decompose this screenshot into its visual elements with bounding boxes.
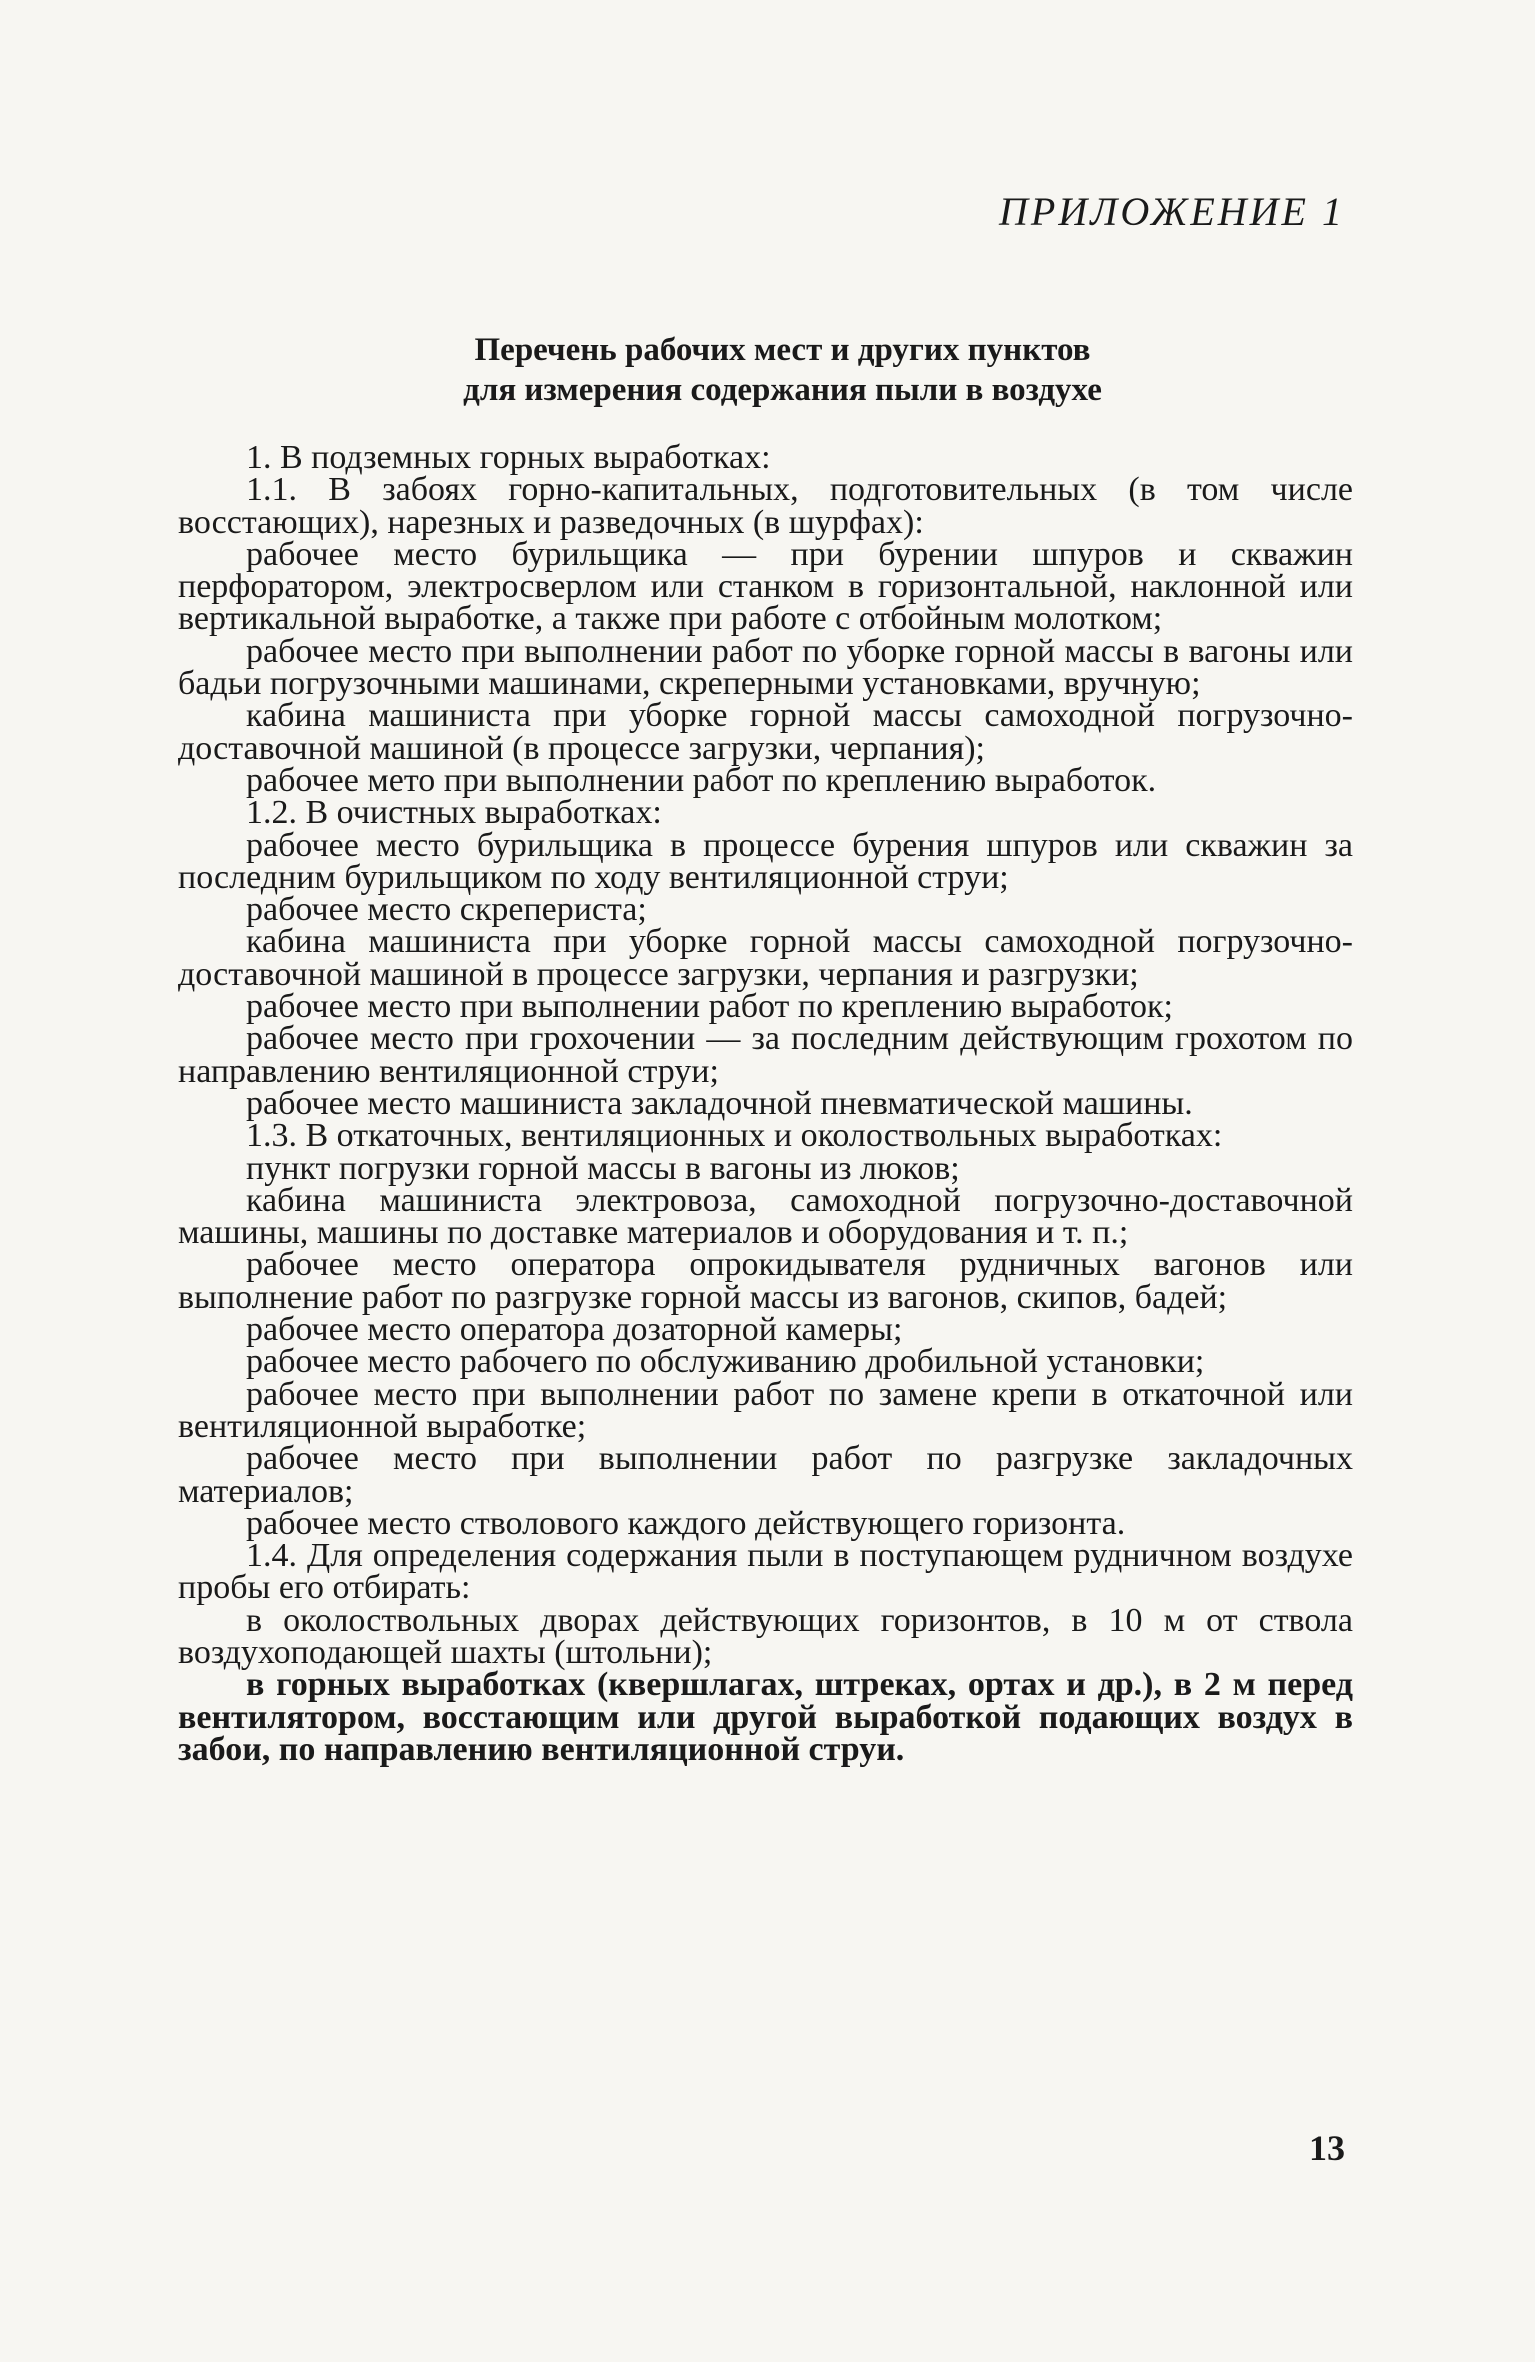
list-item: рабочее мето при выполнении работ по креплению выработок.	[246, 761, 1157, 799]
document-body	[178, 439, 1353, 1768]
list-item: рабочее место при выполнении работ по креплению выработок;	[246, 988, 1173, 1026]
page-number: 13	[1309, 2128, 1345, 2168]
list-item: рабочее место стволового каждого действующего горизонта.	[246, 1504, 1126, 1542]
title-line-2: для измерения содержания пыли в воздухе	[463, 372, 1102, 408]
list-item: рабочее место рабочего по обслуживанию дробильной установки;	[246, 1343, 1205, 1381]
list-item: рабочее место скрепериста;	[246, 891, 647, 929]
list-item: в горных выработках (квершлагах, штреках, ортах и др.), в 2 м перед вентилятором, восстающим или другой выработкой подающих воздух в забои, по направлению вентиляционной струи.	[178, 1666, 1353, 1768]
document-title	[0, 330, 1535, 410]
list-item: рабочее место бурильщика — при бурении шпуров и скважин перфоратором, электросверлом или станком в горизонтальной, наклонной или вертикальной выработке, а также при работе с отбойным молотком;	[178, 535, 1353, 638]
list-item: рабочее место бурильщика в процессе бурения шпуров или скважин за последним бурильщиком по ходу вентиляционной струи;	[178, 826, 1353, 896]
list-item: пункт погрузки горной массы в вагоны из люков;	[246, 1149, 960, 1187]
list-item: рабочее место при выполнении работ по замене крепи в откаточной или вентиляционной выработке;	[178, 1375, 1353, 1445]
list-item: рабочее место машиниста закладочной пневматической машины.	[246, 1084, 1193, 1122]
list-item: рабочее место при грохочении — за последним действующим грохотом по направлению вентиляционной струи;	[178, 1020, 1353, 1090]
list-item: кабина машиниста электровоза, самоходной погрузочно-доставочной машины, машины по доставке материалов и оборудования и т. п.;	[178, 1181, 1353, 1252]
list-item: в околоствольных дворах действующих горизонтов, в 10 м от ствола воздухоподающей шахты (штольни);	[178, 1601, 1353, 1671]
section-1-heading: 1. В подземных горных выработках:	[246, 439, 771, 476]
list-item: кабина машиниста при уборке горной массы самоходной погрузочно-доставочной машиной (в процессе загрузки, черпания);	[178, 697, 1353, 767]
section-1-3-heading: 1.3. В откаточных, вентиляционных и околоствольных выработках:	[246, 1117, 1223, 1155]
list-item: рабочее место при выполнении работ по разгрузке закладочных материалов;	[178, 1440, 1353, 1510]
appendix-label: ПРИЛОЖЕНИЕ 1	[999, 189, 1345, 234]
section-1-1-heading: 1.1. В забоях горно-капитальных, подготовительных (в том числе восстающих), нарезных и разведочных (в шурфах):	[178, 471, 1353, 541]
list-item: кабина машиниста при уборке горной массы самоходной погрузочно-доставочной машиной в процессе загрузки, черпания и разгрузки;	[178, 923, 1353, 993]
list-item: рабочее место оператора дозаторной камеры;	[246, 1311, 903, 1349]
list-item: рабочее место оператора опрокидывателя рудничных вагонов или выполнение работ по разгрузке горной массы из вагонов, скипов, бадей;	[178, 1246, 1353, 1316]
section-1-2-heading: 1.2. В очистных выработках:	[246, 794, 662, 832]
section-1-4-heading: 1.4. Для определения содержания пыли в поступающем рудничном воздухе пробы его отбирать:	[178, 1537, 1353, 1607]
title-line-1: Перечень рабочих мест и других пунктов	[474, 332, 1091, 368]
list-item: рабочее место при выполнении работ по уборке горной массы в вагоны или бадьи погрузочными машинами, скреперными установками, вручную;	[178, 632, 1353, 703]
